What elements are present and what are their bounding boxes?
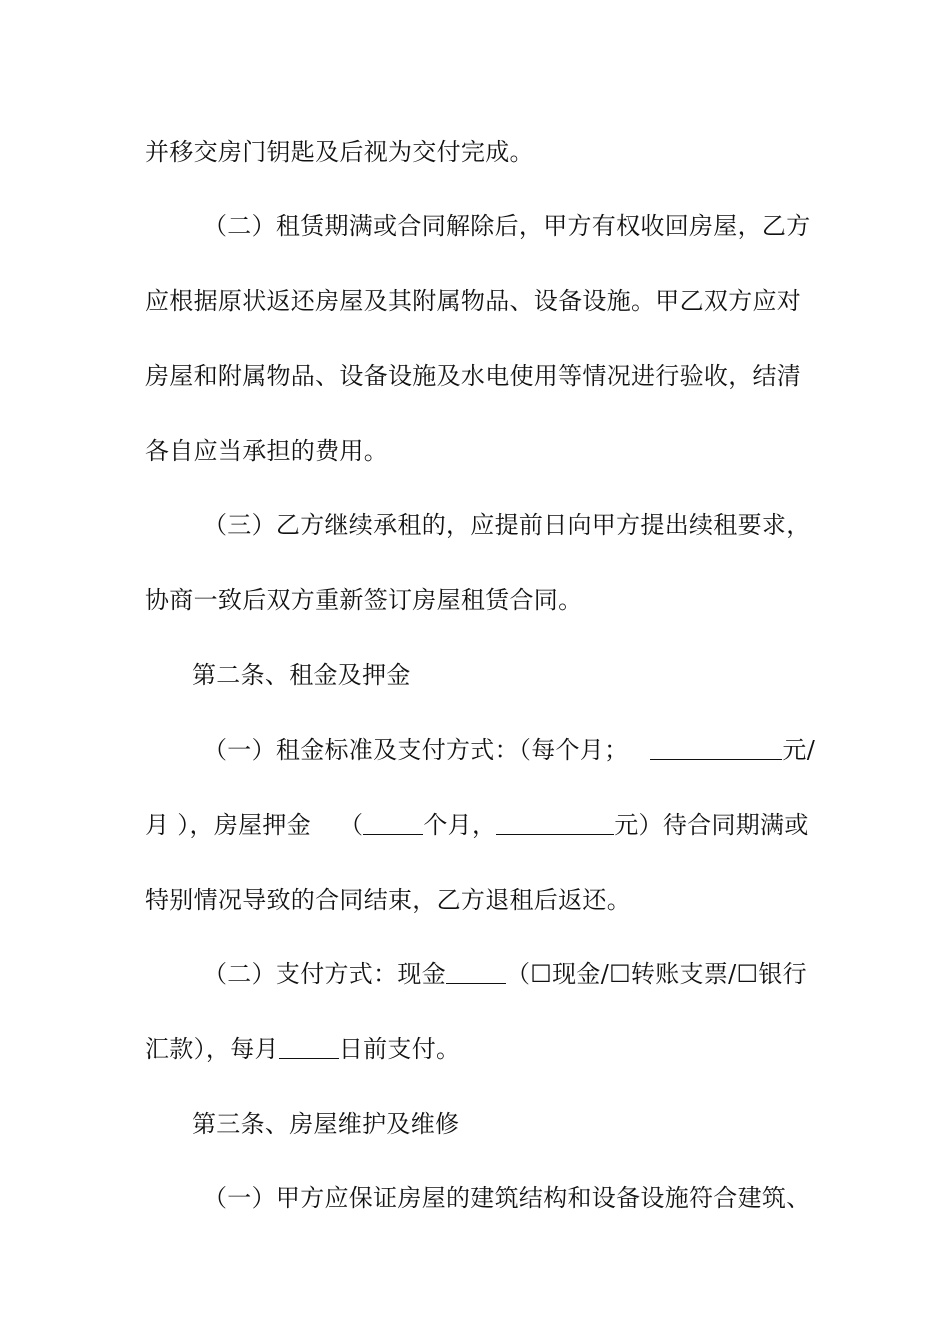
section-heading-rent-deposit: 第二条、租金及押金 — [192, 661, 411, 689]
payment-day-text: 汇款），每月 — [145, 1035, 279, 1063]
deposit-open-paren: （ — [339, 811, 364, 839]
paragraph-line: 应根据原状返还房屋及其附属物品、设备设施。甲乙双方应对 — [145, 287, 802, 315]
deposit-months-blank[interactable] — [363, 812, 423, 835]
paragraph-line: 特别情况导致的合同结束，乙方退租后返还。 — [145, 886, 631, 914]
clause-2-3-line: （三）乙方继续承租的，应提前日向甲方提出续租要求， — [203, 511, 811, 539]
deposit-return-text: 元）待合同期满或 — [614, 811, 809, 839]
rent-unit-text: 元/ — [782, 736, 816, 764]
paragraph-line: 各自应当承担的费用。 — [145, 437, 388, 465]
section-heading-maintenance: 第三条、房屋维护及维修 — [192, 1110, 460, 1138]
paragraph-line: 房屋和附属物品、设备设施及水电使用等情况进行验收，结清 — [145, 362, 802, 390]
payment-day-suffix: 日前支付。 — [338, 1035, 461, 1063]
deposit-months-text: 个月， — [423, 811, 497, 839]
payment-day-line — [145, 1034, 815, 1064]
payment-day-blank[interactable] — [279, 1036, 339, 1059]
clause-2-2-line: （二）租赁期满或合同解除后，甲方有权收回房屋，乙方 — [203, 212, 811, 240]
payment-method-line — [203, 959, 873, 989]
deposit-line — [145, 810, 815, 840]
payment-options-text: （☐现金/☐转账支票/☐银行 — [506, 960, 807, 988]
paragraph-line: 并移交房门钥匙及后视为交付完成。 — [145, 138, 534, 166]
deposit-amount-blank[interactable] — [496, 812, 614, 835]
payment-method-blank[interactable] — [446, 961, 506, 984]
rent-standard-text: （一）租金标准及支付方式：（每个月； — [203, 736, 629, 764]
rent-standard-line — [203, 735, 873, 765]
payment-method-text: （二）支付方式：现金 — [203, 960, 446, 988]
paragraph-line: 协商一致后双方重新签订房屋租赁合同。 — [145, 586, 583, 614]
rent-amount-blank[interactable] — [650, 737, 782, 760]
deposit-text: 月 ），房屋押金 — [145, 811, 312, 839]
clause-3-1-line: （一）甲方应保证房屋的建筑结构和设备设施符合建筑、 — [203, 1184, 811, 1212]
